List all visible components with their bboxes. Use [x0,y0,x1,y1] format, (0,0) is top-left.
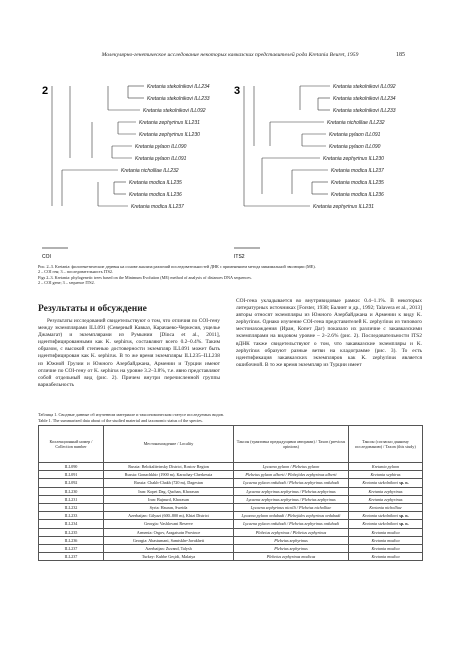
body-text-left-column: Результаты исследований свидетельствуют о том, что отличия по COI-гену между экземплярами ILL091 (Северный Кавказ, Карачаево-Черкесия, ущелье Джамагат) и экземплярами из Румынии [Dinca et al., 2011], идентифицированными как K. sephirus, составляют всего 0.2–0.4%. Таким образом, с высокой степенью достоверности экземпляр ILL091 может быть идентифицирован как K. sephirus. В то же время экземпляры ILL235–ILL238 из Южной Грузии и Южного Азербайджана, Армении и Турции имеют отличие по COI-гену от K. sephirus на уровне 3.2–3.8%, т.е. явно представляют собой отдельный вид (рис. 2). Причем внутри перечисленной группы вариабельность [38,318,220,388]
cell-previous-taxon-text: Lycaena pylaon ordubadi / Plebeius zephyrinus ordubadi [243,480,339,486]
tree-leaf-label: Kretania modica ILL237 [331,167,384,174]
tree-leaf-label: Kretania modica ILL235 [129,179,182,186]
taxa-table [38,425,423,561]
cell-current-taxon-text: Kretania stekolnikovi [362,480,399,486]
table-row [39,528,423,536]
cell-collection-number [39,528,104,536]
cell-locality [104,512,234,520]
cell-locality [104,536,234,544]
tree-leaf-label: Kretania modica ILL237 [131,203,184,210]
cell-current-taxon [349,479,423,487]
cell-collection-number-text: ILL092 [64,480,78,486]
cell-previous-taxon-text: Lycaena zephyrinus zephyrinus / Plebeius zephyrinus [246,496,336,502]
tree-leaf-label: Kretania zephyrinus ILL231 [313,203,374,210]
cell-collection-number [39,487,104,495]
header-previous-taxon: Таксон (трактовка предыдущими авторами) / Taxon (previous opinions) [234,426,349,463]
cell-locality-text: Azerbaijan: Gilyazi (600–800 m), Khizi District [128,513,209,519]
cell-collection-number-text: ILL235 [64,529,78,535]
cell-previous-taxon [234,463,349,471]
cell-current-taxon [349,512,423,520]
cell-previous-taxon [234,495,349,503]
cell-collection-number-text: ILL232 [64,505,78,511]
table-caption [38,412,423,423]
cell-current-taxon [349,487,423,495]
cell-previous-taxon-text: Plebeius zephyrinus modicus [266,554,316,560]
cell-locality-text: Armenia: Orgov, Aragatsotn Province [136,529,201,535]
cell-collection-number [39,520,104,528]
table-row [39,487,423,495]
cell-collection-number-text: ILL230 [64,488,78,494]
cell-locality [104,545,234,553]
tree-leaf-label: Kretania nicholliae ILL232 [121,167,179,174]
cell-current-taxon [349,545,423,553]
cell-locality [104,479,234,487]
panel-2-label: 2 [42,85,49,97]
cell-collection-number-text: ILL237 [64,546,78,552]
cell-collection-number-text: ILL231 [64,496,78,502]
cell-current-taxon [349,504,423,512]
caption-line-en: Figs 2–3. Kretania: phylogenetic trees based on the Minimum Evolution (ME) method of analysis of distances DNA sequences. [38,274,252,280]
cell-collection-number [39,553,104,561]
cell-collection-number [39,504,104,512]
cell-current-taxon-text: Kretania zephyrinus [368,496,403,502]
new-species-mark: sp. n. [399,513,409,519]
tree-leaf-label: Kretania pylaon ILL091 [135,155,187,162]
cell-collection-number-text: ILL236 [64,537,78,543]
cell-locality-text: Georgia: Vashlovani Reserve [144,521,193,527]
cell-collection-number [39,471,104,479]
cell-locality-text: Russia: Chakh-Chakh (720 m), Dagestan [134,480,203,486]
table-caption-ru: Таблица 1. Сводные данные об изученном материале и таксономическом статусе исследуемых видов. [38,412,224,417]
table-row [39,536,423,544]
cell-current-taxon-text: Kretania modica [371,529,400,535]
body-text-right-column: COI-гена укладывается во внутривидовые рамки: 0.4–1.1%. В некоторых литературных источниках [Forster, 1938; Балинт и др., 1992; Talavera et al., 2013] авторы относят экземпляры из Южного Азербайджана и Армении к виду K. zephyrinus. Однако изучение COI-гена представителей K. zephyrinus из типового местонахождения (Иран, Копет Даг) показало их различие с закавказскими экземплярами на видовом уровне – 2–2.6% (рис. 2). Последовательности ITS2 вДНК также свидетельствуют о том, что закавказские экземпляры и K. zephyrinus образуют разные ветви на кладограмме (рис. 3). То есть идентификация закавказских экземпляров как K. zephyrinus является ошибочной. В то же время экземпляр из Турции имеет [236,298,422,368]
new-species-mark: sp. n. [399,480,409,486]
cell-locality [104,463,234,471]
tree-leaf-label: Kretania zephyrinus ILL230 [323,155,384,162]
tree-leaf-label: Kretania stekolnikovi ILL092 [333,83,396,90]
tree-leaf-label: Kretania pylaon ILL090 [329,143,381,150]
cell-locality-text: Russia: Belokalitvinsky District, Rostov Region [128,464,209,469]
cell-current-taxon-text: Kretania stekolnikovi [362,521,399,527]
table-row [39,495,423,503]
cell-collection-number [39,495,104,503]
cell-locality-text: Azerbaijan: Zuvand, Talysh [145,546,192,552]
cell-locality-text: Syria: Hauran, Sweida [149,505,188,511]
cell-previous-taxon-text: Plebeius zephyrinus [274,537,308,543]
table-row [39,512,423,520]
cell-previous-taxon [234,504,349,512]
coi-scale-label: COI [42,254,51,260]
tree-leaf-label: Kretania nicholliae ILL232 [327,119,385,126]
cell-locality [104,471,234,479]
table-row [39,471,423,479]
cell-locality [104,504,234,512]
cell-current-taxon-text: Kretania sephirus [370,472,401,478]
tree-leaf-label: Kretania pylaon ILL091 [329,131,381,138]
cell-locality [104,495,234,503]
table-row [39,553,423,561]
cell-current-taxon [349,520,423,528]
cell-previous-taxon-text: Plebeius zephyrinus [274,546,308,552]
cell-current-taxon-text: Kretania nicholliae [369,505,402,511]
cell-previous-taxon-text: Plebeius zephyrinus / Plebeius zephyrinus [255,529,327,535]
tree-leaf-label: Kretania stekolnikovi ILL233 [147,95,210,102]
cell-locality [104,553,234,561]
cell-previous-taxon [234,520,349,528]
table-row [39,520,423,528]
coi-tree-leaves [121,84,210,210]
cell-previous-taxon-text: Plebeius pylaon alberti / Plebejides zephyrinus alberti [245,472,337,478]
cell-collection-number [39,536,104,544]
table-row [39,545,423,553]
cell-previous-taxon [234,536,349,544]
cell-current-taxon [349,495,423,503]
cell-collection-number-text: ILL233 [64,513,78,519]
page-number: 185 [396,52,405,58]
cell-collection-number-text: ILL234 [64,521,78,527]
cell-previous-taxon [234,553,349,561]
table-row [39,504,423,512]
table-header-row [39,426,423,463]
cell-previous-taxon [234,545,349,553]
cell-current-taxon [349,536,423,544]
coi-tree [52,86,144,206]
cell-current-taxon-text: Kretania modica [371,554,400,560]
cell-locality-text: Russia: Gonachkhir (1900 m), Karachay-Cherkessia [124,472,213,478]
figure-caption [38,264,423,286]
its2-scale-label: ITS2 [234,254,245,260]
tree-leaf-label: Kretania modica ILL235 [331,179,384,186]
panel-3-label: 3 [234,85,241,97]
cell-locality-text: Georgia: Abastumani, Samtskhe-Javakheti [132,537,205,543]
cell-previous-taxon-text: Lycaena pylaon ordubadi / Plebeius zephyrinus ordubadi [243,521,339,527]
cell-locality [104,487,234,495]
cell-previous-taxon [234,528,349,536]
caption-line-en-sub: 2 – COI gene; 3 – sequence ITS2. [38,280,95,286]
cell-collection-number [39,463,104,471]
tree-leaf-label: Kretania stekolnikovi ILL234 [333,95,396,102]
tree-leaf-label: Kretania modica ILL236 [129,191,182,198]
caption-line-ru-sub: 2 – COI ген; 3 – последовательность ITS2. [38,269,114,275]
header-collection-number: Коллекционный номер / Collection number [39,426,104,463]
cell-current-taxon-text: Kretania zephyrinus [368,488,403,494]
tree-leaf-label: Kretania zephyrinus ILL231 [139,119,200,126]
tree-leaf-label: Kretania modica ILL236 [331,191,384,198]
cell-locality-text: Iran: Bujnurd, Khorasan [148,496,189,502]
cell-previous-taxon [234,487,349,495]
cell-collection-number [39,512,104,520]
cell-locality [104,520,234,528]
its2-tree-leaves [313,84,396,210]
cell-collection-number [39,545,104,553]
cell-collection-number-text: ILL237 [64,554,78,560]
header-locality: Местонахождение / Locality [104,426,234,463]
table-caption-en: Table 1. The summarized data about of the studied material and taxonomic status of the species. [38,417,203,423]
table-row [39,479,423,487]
cell-previous-taxon-text: Lycaena pylaon / Plebeius pylaon [262,464,320,469]
cell-locality [104,528,234,536]
cell-current-taxon-text: Kretania modica [371,546,400,552]
header-current-taxon: Таксон (согласно данному исследованию) / Taxon (this study) [349,426,423,463]
cell-collection-number [39,479,104,487]
cell-locality-text: Turkey: Kubbe Geçidi, Malatya [141,554,196,560]
cell-previous-taxon [234,479,349,487]
tree-leaf-label: Kretania stekolnikovi ILL233 [333,107,396,114]
section-heading: Результаты и обсуждение [38,304,147,314]
table-row [39,463,423,471]
cell-previous-taxon-text: Lycaena pylaon ordubadi / Plebejides zephyrinus ordubadi [241,513,341,519]
cell-current-taxon-text: Kretania pylaon [371,464,400,469]
cell-previous-taxon [234,512,349,520]
cell-collection-number-text: ILL090 [64,464,78,469]
cell-previous-taxon [234,471,349,479]
tree-leaf-label: Kretania pylaon ILL090 [135,143,187,150]
cell-previous-taxon-text: Lycaena zephyrinus nicolli / Plebeius nicholliae [250,505,332,511]
cell-current-taxon [349,553,423,561]
its2-tree [244,86,330,206]
phylogenetic-trees-figure [38,76,428,262]
cell-collection-number-text: ILL091 [64,472,78,478]
running-title: Молекулярно-генетическое исследование некоторых кавказских представителей рода Kretania Beuret, 1959 [101,52,359,58]
tree-leaf-label: Kretania stekolnikovi ILL234 [147,83,210,90]
tree-leaf-label: Kretania stekolnikovi ILL092 [143,107,206,114]
cell-previous-taxon-text: Lycaena zephyrinus zephyrinus / Plebeius zephyrinus [246,488,336,494]
cell-current-taxon-text: Kretania stekolnikovi [362,513,399,519]
cell-locality-text: Iran: Kopet Dag, Quchan, Khorasan [138,488,199,494]
caption-line-ru: Рис. 2–3. Kretania: филогенетические деревья на основе анализа различий последовательностей ДНК с применением метода минимальной эволюции (ME). [38,264,316,269]
tree-leaf-label: Kretania zephyrinus ILL230 [139,131,200,138]
cell-current-taxon [349,471,423,479]
new-species-mark: sp. n. [399,521,409,527]
cell-current-taxon [349,528,423,536]
cell-current-taxon-text: Kretania modica [371,537,400,543]
cell-current-taxon [349,463,423,471]
